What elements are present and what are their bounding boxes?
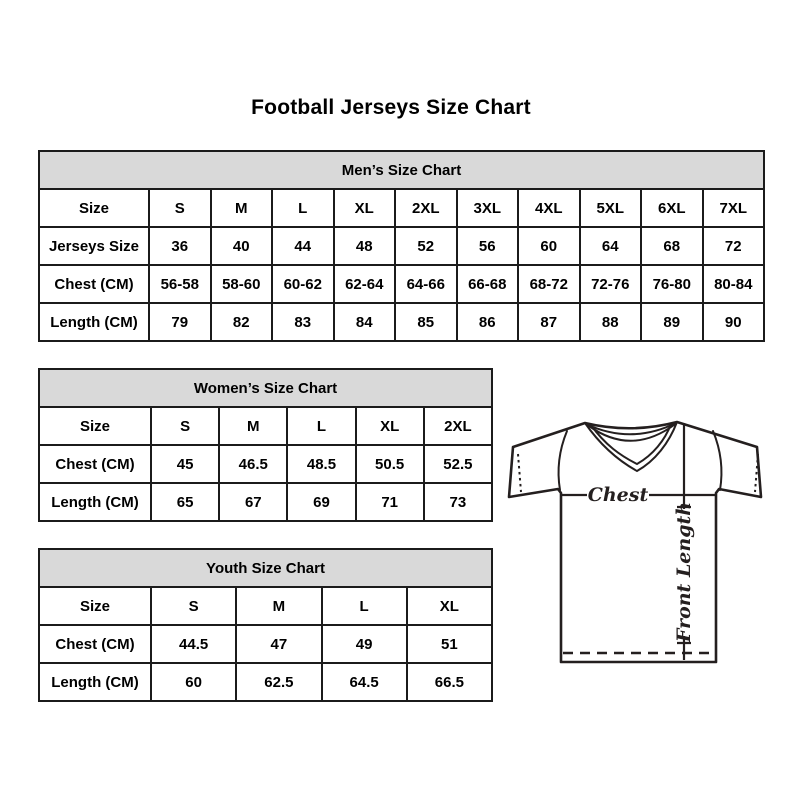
value-cell: 67 [219,483,287,521]
value-cell: 56 [457,227,519,265]
column-header: 4XL [518,189,580,227]
value-cell: 85 [395,303,457,341]
column-header: XL [356,407,424,445]
table-row [39,265,764,303]
value-cell: 62.5 [236,663,321,701]
row-label: Length (CM) [39,663,151,701]
row-label: Chest (CM) [39,625,151,663]
page-title: Football Jerseys Size Chart [251,96,531,119]
value-cell: 58-60 [211,265,273,303]
value-cell: 66.5 [407,663,492,701]
value-cell: 71 [356,483,424,521]
value-cell: 60 [151,663,236,701]
value-cell: 88 [580,303,642,341]
value-cell: 65 [151,483,219,521]
value-cell: 90 [703,303,765,341]
table-row [39,625,492,663]
value-cell: 64.5 [322,663,407,701]
size-corner-header: Size [39,407,151,445]
value-cell: 80-84 [703,265,765,303]
value-cell: 83 [272,303,334,341]
table-row [39,189,764,227]
column-header: M [211,189,273,227]
armhole-seam-left [559,431,567,490]
value-cell: 69 [287,483,355,521]
jersey-diagram-svg [503,398,773,688]
value-cell: 72 [703,227,765,265]
value-cell: 66-68 [457,265,519,303]
jersey-measurement-diagram [503,398,773,688]
youth-size-table [38,548,493,702]
value-cell: 36 [149,227,211,265]
column-header: S [151,587,236,625]
value-cell: 49 [322,625,407,663]
table-row [39,445,492,483]
column-header: 6XL [641,189,703,227]
size-corner-header: Size [39,587,151,625]
row-label: Chest (CM) [39,265,149,303]
womens-size-table [38,368,493,522]
value-cell: 68-72 [518,265,580,303]
row-label: Length (CM) [39,303,149,341]
value-cell: 51 [407,625,492,663]
size-corner-header: Size [39,189,149,227]
column-header: 7XL [703,189,765,227]
value-cell: 52 [395,227,457,265]
value-cell: 89 [641,303,703,341]
column-header: M [219,407,287,445]
column-header: L [272,189,334,227]
value-cell: 72-76 [580,265,642,303]
column-header: 2XL [424,407,492,445]
column-header: S [151,407,219,445]
row-label: Length (CM) [39,483,151,521]
value-cell: 52.5 [424,445,492,483]
value-cell: 45 [151,445,219,483]
value-cell: 60-62 [272,265,334,303]
column-header: XL [334,189,396,227]
value-cell: 64-66 [395,265,457,303]
table-row [39,663,492,701]
value-cell: 84 [334,303,396,341]
value-cell: 73 [424,483,492,521]
table-row [39,407,492,445]
value-cell: 46.5 [219,445,287,483]
column-header: 2XL [395,189,457,227]
column-header: XL [407,587,492,625]
value-cell: 48 [334,227,396,265]
row-label: Chest (CM) [39,445,151,483]
value-cell: 44 [272,227,334,265]
column-header: 5XL [580,189,642,227]
value-cell: 44.5 [151,625,236,663]
table-row [39,483,492,521]
jersey-outline [509,422,761,662]
column-header: L [322,587,407,625]
value-cell: 87 [518,303,580,341]
value-cell: 82 [211,303,273,341]
chest-measure-label: Chest [587,484,649,506]
value-cell: 86 [457,303,519,341]
armhole-seam-right [713,431,721,490]
value-cell: 79 [149,303,211,341]
table-row [39,227,764,265]
value-cell: 50.5 [356,445,424,483]
mens-size-table-title: Men’s Size Chart [39,151,764,189]
value-cell: 60 [518,227,580,265]
value-cell: 62-64 [334,265,396,303]
value-cell: 40 [211,227,273,265]
value-cell: 76-80 [641,265,703,303]
column-header: L [287,407,355,445]
front-length-measure-label: Front Length [673,501,695,643]
column-header: 3XL [457,189,519,227]
sleeve-dotted-line-left [518,454,521,492]
column-header: M [236,587,321,625]
value-cell: 56-58 [149,265,211,303]
table-row [39,303,764,341]
value-cell: 68 [641,227,703,265]
value-cell: 47 [236,625,321,663]
womens-size-table-title: Women’s Size Chart [39,369,492,407]
mens-size-table [38,150,765,342]
youth-size-table-title: Youth Size Chart [39,549,492,587]
value-cell: 48.5 [287,445,355,483]
value-cell: 64 [580,227,642,265]
column-header: S [149,189,211,227]
table-row [39,587,492,625]
row-label: Jerseys Size [39,227,149,265]
